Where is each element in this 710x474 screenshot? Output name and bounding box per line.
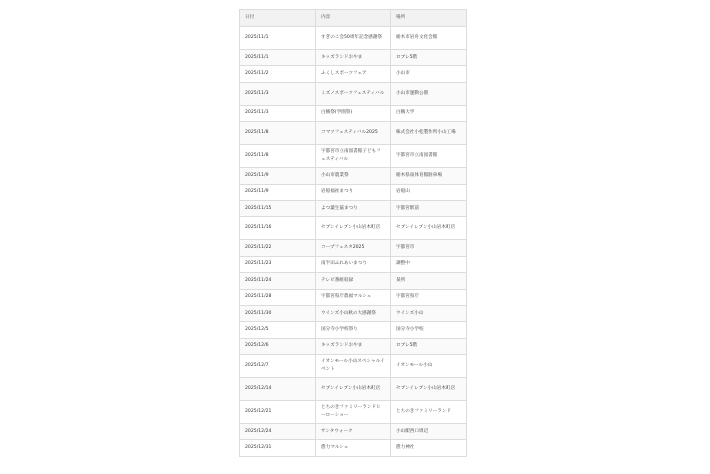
place-cell: 愈力神社 xyxy=(391,440,467,456)
table-row xyxy=(240,240,467,256)
table-row xyxy=(240,305,467,321)
place-cell: 株式会社小松製作所小山工場 xyxy=(391,122,467,145)
place-cell: 栃木県南体育館駐車場 xyxy=(391,168,467,184)
table-row xyxy=(240,322,467,338)
date-cell: 2025/11/8 xyxy=(240,145,316,168)
column-header-place: 場所 xyxy=(391,10,467,27)
place-cell: 小山駅西口周辺 xyxy=(391,424,467,440)
date-cell: 2025/11/9 xyxy=(240,184,316,200)
event-cell: コマツフェスティバル2025 xyxy=(316,122,391,145)
table-row xyxy=(240,378,467,401)
table-row xyxy=(240,27,467,50)
table-row xyxy=(240,122,467,145)
table-row xyxy=(240,289,467,305)
place-cell: ロブレ5階 xyxy=(391,50,467,66)
date-cell: 2025/12/7 xyxy=(240,355,316,378)
event-cell: 岩船福祉まつり xyxy=(316,184,391,200)
table-row xyxy=(240,217,467,240)
event-cell: コープフェスタ2025 xyxy=(316,240,391,256)
table-header-row xyxy=(240,10,467,27)
event-cell: テレビ番組収録 xyxy=(316,273,391,289)
place-cell: 宇都宮駅前 xyxy=(391,200,467,216)
date-cell: 2025/11/15 xyxy=(240,200,316,216)
place-cell: イオンモール小山 xyxy=(391,355,467,378)
place-cell: ロブレ5階 xyxy=(391,338,467,354)
event-cell: よつ葉生協まつり xyxy=(316,200,391,216)
date-cell: 2025/11/1 xyxy=(240,50,316,66)
event-cell: とちのきファミリーランドヒーローショー xyxy=(316,401,391,424)
place-cell: セブンイレブン小山岩木町店 xyxy=(391,378,467,401)
place-cell: 宇都宮市立南図書館 xyxy=(391,145,467,168)
table-row xyxy=(240,338,467,354)
date-cell: 2025/12/6 xyxy=(240,338,316,354)
place-cell: 某所 xyxy=(391,273,467,289)
column-header-date: 日付 xyxy=(240,10,316,27)
table-row xyxy=(240,184,467,200)
date-cell: 2025/11/1 xyxy=(240,27,316,50)
event-cell: キッズランドおやま xyxy=(316,50,391,66)
event-cell: 宇都宮県庁農福マルシェ xyxy=(316,289,391,305)
column-header-event: 内容 xyxy=(316,10,391,27)
place-cell: セブンイレブン小山岩木町店 xyxy=(391,217,467,240)
date-cell: 2025/11/3 xyxy=(240,82,316,105)
date-cell: 2025/12/14 xyxy=(240,378,316,401)
event-cell: すぎのこ会50周年記念感謝祭 xyxy=(316,27,391,50)
table-row xyxy=(240,273,467,289)
date-cell: 2025/12/31 xyxy=(240,440,316,456)
table-row xyxy=(240,145,467,168)
date-cell: 2025/11/9 xyxy=(240,168,316,184)
table-row xyxy=(240,355,467,378)
place-cell: 国分寺小学校 xyxy=(391,322,467,338)
date-cell: 2025/11/2 xyxy=(240,66,316,82)
place-cell: 小山市 xyxy=(391,66,467,82)
event-cell: ミズノスポーツフェスティバル xyxy=(316,82,391,105)
table-row xyxy=(240,200,467,216)
date-cell: 2025/12/24 xyxy=(240,424,316,440)
place-cell: 調整中 xyxy=(391,256,467,272)
date-cell: 2025/11/23 xyxy=(240,256,316,272)
schedule-sheet xyxy=(239,9,466,465)
table-row xyxy=(240,440,467,456)
table-row xyxy=(240,256,467,272)
event-cell: イオンモール小山スペシャルイベント xyxy=(316,355,391,378)
date-cell: 2025/11/24 xyxy=(240,273,316,289)
date-cell: 2025/11/3 xyxy=(240,105,316,121)
place-cell: 宇都宮市 xyxy=(391,240,467,256)
event-cell: 南半田ふれあいまつり xyxy=(316,256,391,272)
table-row xyxy=(240,66,467,82)
event-cell: ウインズ小山秋の大感謝祭 xyxy=(316,305,391,321)
event-cell: ふくしスポーツフェア xyxy=(316,66,391,82)
event-cell: 小山市農業祭 xyxy=(316,168,391,184)
event-cell: 国分寺小学校祭り xyxy=(316,322,391,338)
place-cell: 栃木市岩舟文化会館 xyxy=(391,27,467,50)
place-cell: 宇都宮県庁 xyxy=(391,289,467,305)
event-cell: キッズランドおやま xyxy=(316,338,391,354)
date-cell: 2025/12/21 xyxy=(240,401,316,424)
event-cell: サンタウォーク xyxy=(316,424,391,440)
table-row xyxy=(240,168,467,184)
event-cell: 愈力マルシェ xyxy=(316,440,391,456)
event-cell: セブンイレブン小山岩木町店 xyxy=(316,217,391,240)
event-cell: 宇都宮市立南図書館子どもフェスティバル xyxy=(316,145,391,168)
event-cell: セブンイレブン小山岩木町店 xyxy=(316,378,391,401)
date-cell: 2025/11/30 xyxy=(240,305,316,321)
date-cell: 2025/11/22 xyxy=(240,240,316,256)
table-row xyxy=(240,82,467,105)
event-schedule-table xyxy=(239,9,467,457)
place-cell: 白鷗大学 xyxy=(391,105,467,121)
date-cell: 2025/11/8 xyxy=(240,122,316,145)
date-cell: 2025/11/16 xyxy=(240,217,316,240)
place-cell: ウインズ小山 xyxy=(391,305,467,321)
table-row xyxy=(240,105,467,121)
place-cell: 小山市運動公園 xyxy=(391,82,467,105)
table-row xyxy=(240,424,467,440)
table-row xyxy=(240,401,467,424)
event-cell: 白鷗祭(学園祭) xyxy=(316,105,391,121)
place-cell: とちのきファミリーランド xyxy=(391,401,467,424)
date-cell: 2025/11/28 xyxy=(240,289,316,305)
date-cell: 2025/12/5 xyxy=(240,322,316,338)
table-row xyxy=(240,50,467,66)
place-cell: 岩船山 xyxy=(391,184,467,200)
